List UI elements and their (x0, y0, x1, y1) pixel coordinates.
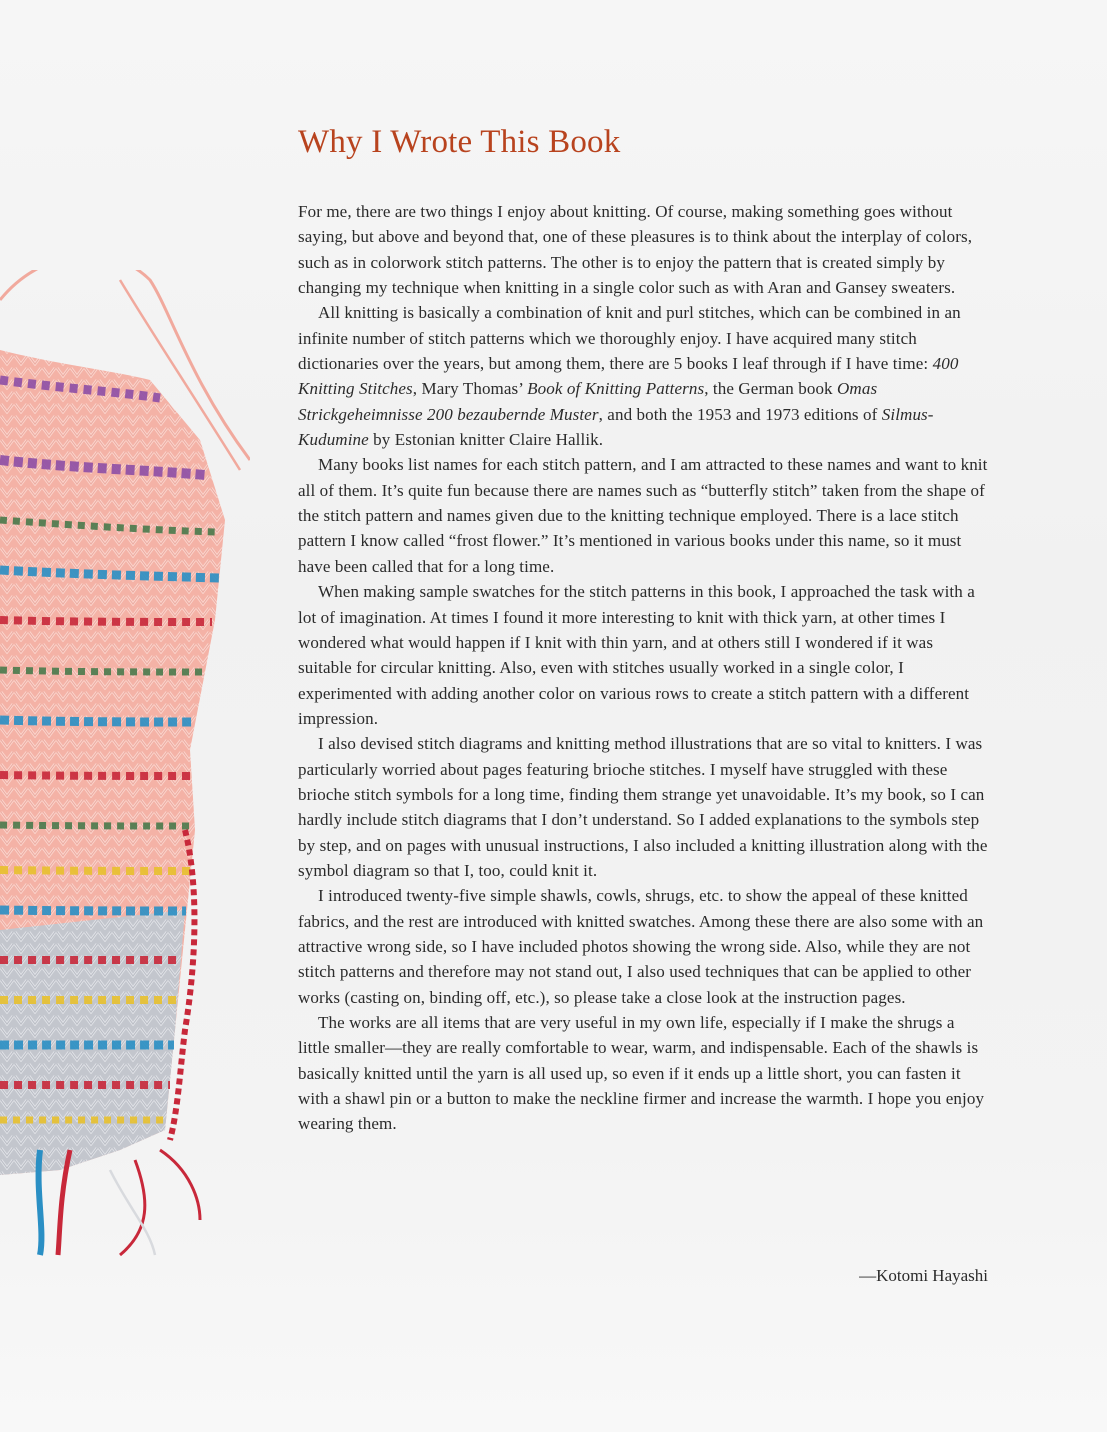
paragraph-7: The works are all items that are very useful in my own life, especially if I make the shrugs a little smaller—they are really comfortable to wear, warm, and indispensable. Each of the shawls is basically knitted until the yarn is all used up, so even if it ends up a little short, you can fasten it with a shawl pin or a button to make the neckline firmer and increase the warmth. I hope you enjoy wearing them. (298, 1013, 985, 1134)
body-text (298, 199, 988, 1137)
knitted-swatch-photo (0, 270, 250, 1260)
books-text-3: , and both the 1953 and 1973 editions of (598, 404, 882, 424)
paragraph-5: I also devised stitch diagrams and knitting method illustrations that are so vital to knitters. I was particularly worried about pages featuring brioche stitches. I myself have struggled with these brioche stitch symbols for a long time, finding them strange yet unavoidable. It’s my book, so I can hardly include stitch diagrams that I don’t understand. So I added explanations to the symbols step by step, and on pages with unusual instructions, I also included a knitting illustration along with the symbol diagram so that I, too, could knit it. (298, 734, 988, 880)
book-title-book-of-knitting-patterns: Book of Knitting Patterns (527, 379, 705, 399)
book-title-omas-strickgeheimnisse: Omas Strickgeheimnisse 200 bezaubernde Muster (298, 379, 878, 424)
books-text-2: , the German book (704, 379, 838, 399)
author-signature: —Kotomi Hayashi (859, 1266, 988, 1285)
paragraph-2 (298, 300, 988, 452)
paragraph-1: For me, there are two things I enjoy about knitting. Of course, making something goes without saying, but above and beyond that, one of these pleasures is to think about the interplay of colors, such as in colorwork stitch patterns. The other is to enjoy the pattern that is created simply by changing my technique when knitting in a single color such as with Aran and Gansey sweaters. (298, 202, 973, 298)
books-text-4: by Estonian knitter Claire Hallik. (368, 430, 604, 450)
paragraph-6: I introduced twenty-five simple shawls, cowls, shrugs, etc. to show the appeal of these knitted fabrics, and the rest are introduced with knitted swatches. Among these there are also some with an attractive wrong side, so I have included photos showing the wrong side. Also, while they are not stitch patterns and therefore may not stand out, I also used techniques that can be applied to other works (casting on, binding off, etc.), so please take a close look at the instruction pages. (298, 886, 984, 1007)
paragraph-2-text: All knitting is basically a combination of knit and purl stitches, which can be combined in an infinite number of stitch patterns which we thoroughly enjoy. I have acquired many stitch dictionaries over the years, but among them, there are 5 books I leaf through if I have time: (298, 303, 961, 374)
paragraph-4: When making sample swatches for the stitch patterns in this book, I approached the task with a lot of imagination. At times I found it more interesting to knit with thick yarn, at other times I wondered what would happen if I knit with thin yarn, and at others still I wondered if it was suitable for circular knitting. Also, even with stitches usually worked in a single color, I experimented with adding another color on various rows to create a stitch pattern with a different impression. (298, 582, 975, 728)
books-text-1: , Mary Thomas’ (412, 379, 528, 399)
page-title: Why I Wrote This Book (298, 124, 621, 160)
book-title-400-knitting-stitches: 400 Knitting Stitches (298, 354, 959, 399)
book-title-silmus-kudumine: Silmus-Kudumine (298, 404, 934, 450)
paragraph-3: Many books list names for each stitch pattern, and I am attracted to these names and want to knit all of them. It’s quite fun because there are names such as “butterfly stitch” taken from the shape of the stitch pattern and names given due to the knitting technique employed. There is a lace stitch pattern I know called “frost flower.” It’s mentioned in various books under this name, so it must have been called that for a long time. (298, 455, 988, 576)
